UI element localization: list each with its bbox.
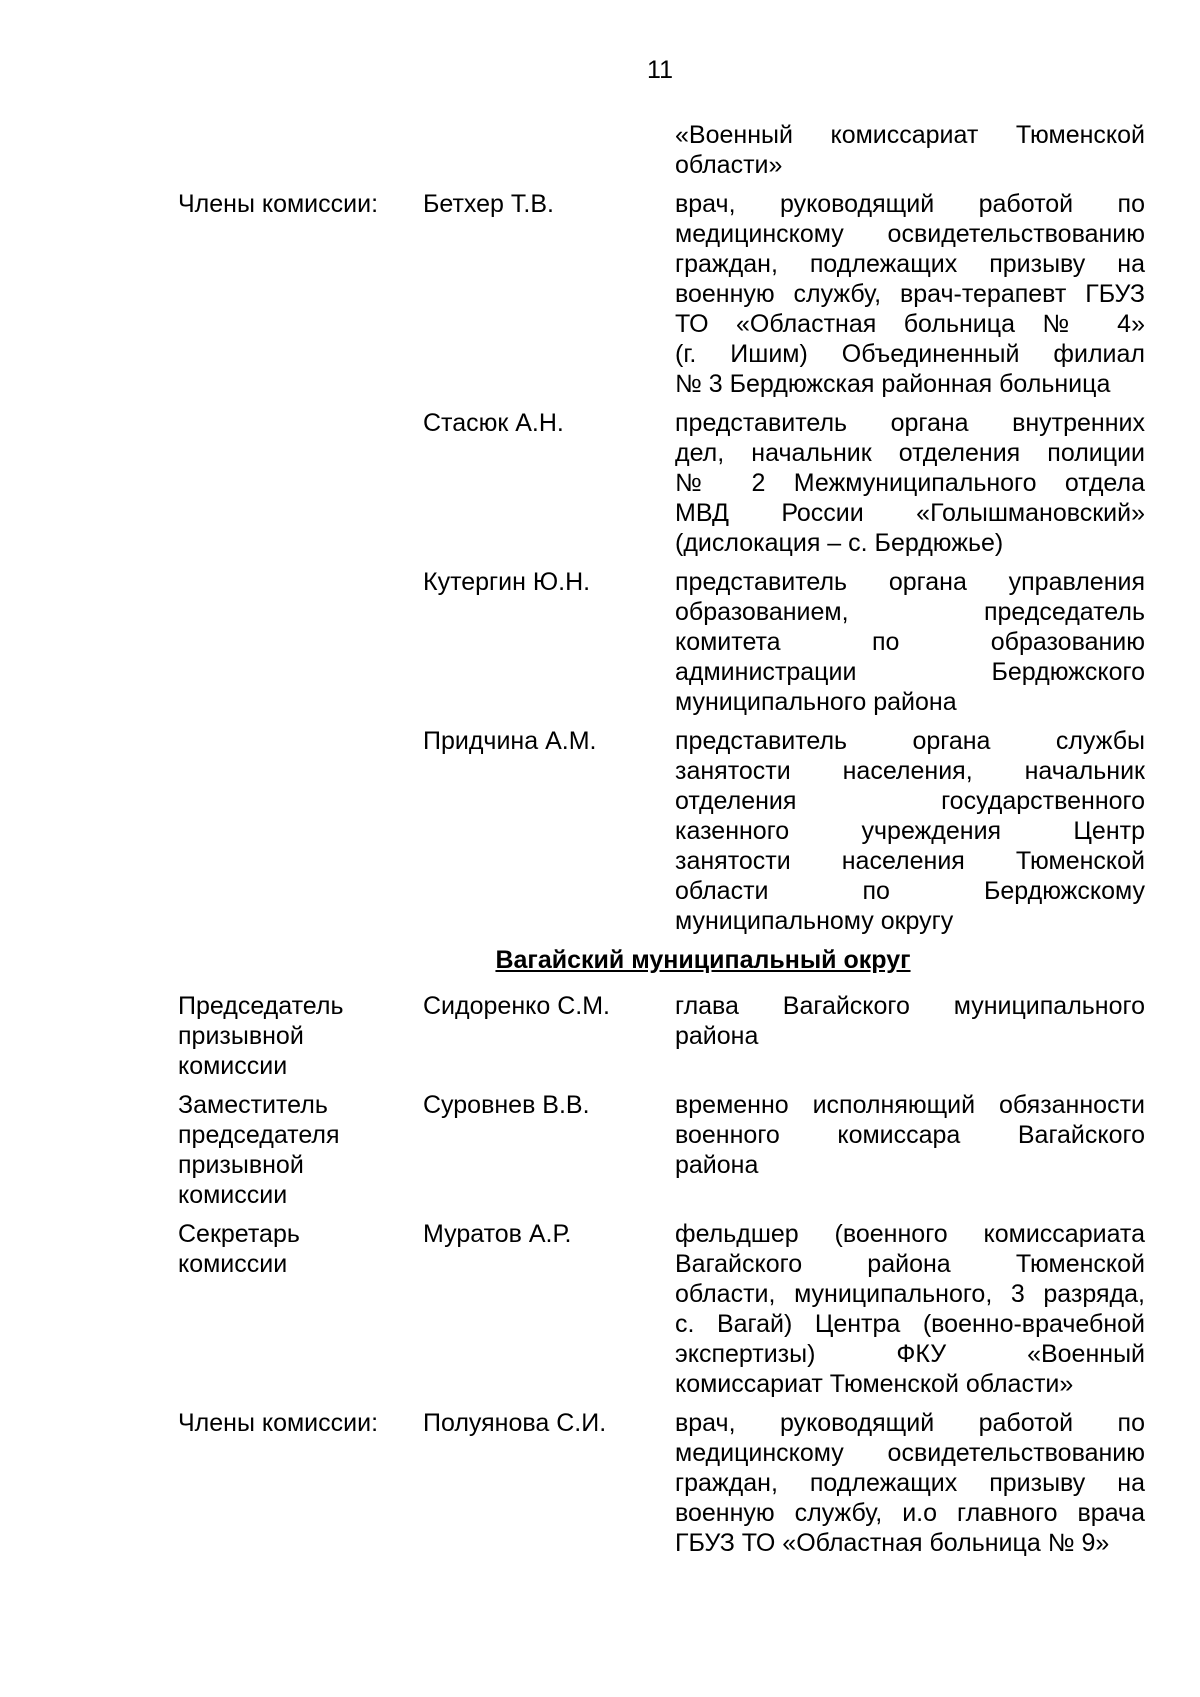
member-name: Кутергин Ю.Н.	[423, 568, 591, 596]
member-row	[178, 408, 1148, 558]
member-role: Члены комиссии:	[178, 190, 379, 218]
member-name: Стасюк А.Н.	[423, 409, 564, 437]
member-row	[178, 189, 1148, 399]
member-role: Председатель призывной комиссии	[178, 992, 344, 1080]
member-name: Суровнев В.В.	[423, 1091, 590, 1119]
member-description: врач, руководящий работой по медицинскому освидетельствованию граждан, подлежащих призыву на военную службу, и.о главного врача ГБУЗ ТО «Областная больница № 9»	[675, 1409, 1145, 1557]
member-row	[178, 991, 1148, 1081]
intro-row	[178, 120, 1148, 180]
member-name: Бетхер Т.В.	[423, 190, 554, 218]
member-name: Муратов А.Р.	[423, 1220, 572, 1248]
member-role: Члены комиссии:	[178, 1409, 379, 1437]
member-name: Сидоренко С.М.	[423, 992, 610, 1020]
member-name: Полуянова С.И.	[423, 1409, 607, 1437]
member-row	[178, 726, 1148, 936]
member-role: Секретарь комиссии	[178, 1220, 300, 1278]
section-heading: Вагайский муниципальный округ	[495, 946, 911, 974]
page-number: 11	[647, 56, 673, 84]
member-row	[178, 1408, 1148, 1558]
member-description: врач, руководящий работой по медицинскому освидетельствованию граждан, подлежащих призыву на военную службу, врач-терапевт ГБУЗ ТО «Областная больница № 4» (г. Ишим) Объединенный филиал № 3 Бердюжская районная больница	[675, 190, 1145, 398]
member-description: временно исполняющий обязанности военного комиссара Вагайского района	[675, 1091, 1145, 1179]
member-row	[178, 1219, 1148, 1399]
member-role: Заместитель председателя призывной комиссии	[178, 1091, 340, 1209]
intro-desc: «Военный комиссариат Тюменской области»	[675, 121, 1145, 179]
member-description: представитель органа внутренних дел, начальник отделения полиции № 2 Межмуниципального отдела МВД России «Голышмановский» (дислокация – с. Бердюжье)	[675, 409, 1145, 557]
member-row	[178, 1090, 1148, 1210]
member-description: фельдшер (военного комиссариата Вагайского района Тюменской области, муниципального, 3 разряда, с. Вагай) Центра (военно-врачебной экспертизы) ФКУ «Военный комиссариат Тюменской области»	[675, 1220, 1145, 1398]
member-name: Придчина А.М.	[423, 727, 597, 755]
member-row	[178, 567, 1148, 717]
document-body	[178, 120, 1148, 1567]
member-description: представитель органа службы занятости населения, начальник отделения государственного казенного учреждения Центр занятости населения Тюменской области по Бердюжскому муниципальному округу	[675, 727, 1145, 935]
member-description: глава Вагайского муниципального района	[675, 992, 1145, 1050]
member-description: представитель органа управления образованием, председатель комитета по образованию администрации Бердюжского муниципального района	[675, 568, 1145, 716]
